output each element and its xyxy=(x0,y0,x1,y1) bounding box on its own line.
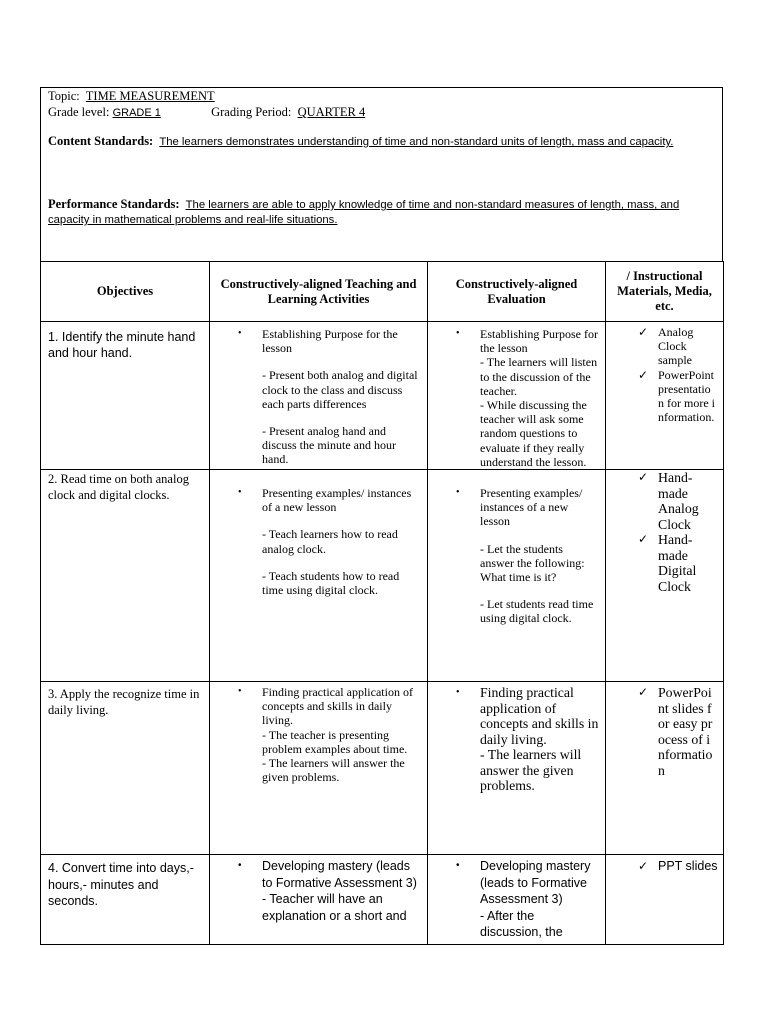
materials-cell xyxy=(606,470,724,682)
bullet-icon: • xyxy=(456,860,460,872)
materials-cell xyxy=(606,855,724,945)
header-evaluation: Constructively-aligned Evaluation xyxy=(428,262,606,322)
objective-cell: 2. Read time on both analog clock and digital clocks. xyxy=(41,470,210,682)
activity-line: - Teach students how to read time using digital clock. xyxy=(262,568,400,598)
performance-standards-text: The learners are able to apply knowledge of time and non-standard measures of length, mass, and capacity in mathematical problems and real-life situations. xyxy=(48,199,680,226)
lesson-plan-page xyxy=(40,87,723,945)
bullet-icon: • xyxy=(238,487,242,499)
grade-line xyxy=(48,105,365,121)
period-label: Grading Period: xyxy=(211,105,292,119)
bullet-icon: • xyxy=(238,860,242,872)
material-item: ✓ PowerPoint slides for easy process of information xyxy=(638,685,713,778)
topic-value: TIME MEASUREMENT xyxy=(85,89,215,103)
bullet-icon: • xyxy=(238,686,242,698)
evaluation-line: - While discussing the teacher will ask some random questions to evaluate if they really understand the lesson. xyxy=(480,398,587,469)
period-value: QUARTER 4 xyxy=(297,105,366,119)
check-icon: ✓ xyxy=(638,367,649,382)
evaluation-line: - After the discussion, the xyxy=(480,908,563,940)
activity-bullet-text: Presenting examples/ instances of a new lesson xyxy=(262,486,412,515)
lesson-header xyxy=(40,87,723,262)
evaluation-line: - Let the students answer the following: What time is it? xyxy=(480,541,585,585)
evaluation-line: - Let students read time using digital clock. xyxy=(480,597,594,626)
table-row xyxy=(41,322,724,470)
evaluation-cell xyxy=(428,470,606,682)
material-item: ✓ Hand-made Digital Clock xyxy=(638,532,697,594)
material-item: ✓ Analog Clock sample xyxy=(638,325,694,368)
objective-cell: 1. Identify the minute hand and hour hand. xyxy=(41,322,210,470)
topic-line xyxy=(48,89,215,104)
activity-cell xyxy=(210,470,428,682)
activity-cell xyxy=(210,322,428,470)
objectives-table xyxy=(40,261,724,945)
activity-line: - Present analog hand and discuss the minute and hour hand. xyxy=(262,424,396,467)
activity-line: - Teacher will have an explanation or a short and xyxy=(262,892,407,923)
bullet-icon: • xyxy=(238,328,242,339)
content-standards-text: The learners demonstrates understanding of time and non-standard units of length, mass and capacity. xyxy=(159,136,674,148)
objective-cell: 3. Apply the recognize time in daily living. xyxy=(41,682,210,855)
activity-bullet-text: Finding practical application of concepts and skills in daily living. xyxy=(262,685,413,728)
content-standards xyxy=(48,134,692,150)
check-icon: ✓ xyxy=(638,685,649,700)
activity-line: - Teach learners how to read analog clock. xyxy=(262,527,398,556)
performance-standards xyxy=(48,197,692,228)
materials-cell xyxy=(606,682,724,855)
activity-line: - The learners will answer the given problems. xyxy=(262,756,405,785)
bullet-icon: • xyxy=(456,687,460,699)
check-icon: ✓ xyxy=(638,532,649,547)
evaluation-bullet-text: Presenting examples/ instances of a new lesson xyxy=(480,486,583,529)
activity-line: - Present both analog and digital clock to the class and discuss each parts differences xyxy=(262,368,418,411)
topic-label: Topic: xyxy=(48,89,80,103)
table-row xyxy=(41,682,724,855)
evaluation-cell xyxy=(428,322,606,470)
activity-line: - The teacher is presenting problem examples about time. xyxy=(262,727,408,756)
activity-cell xyxy=(210,682,428,855)
header-objectives: Objectives xyxy=(41,262,210,322)
grade-value: GRADE 1 xyxy=(112,107,161,119)
check-icon: ✓ xyxy=(638,325,649,339)
activity-cell xyxy=(210,855,428,945)
table-header-row xyxy=(41,262,724,322)
material-item: ✓ Hand-made Analog Clock xyxy=(638,470,699,532)
header-activities: Constructively-aligned Teaching and Learning Activities xyxy=(210,262,428,322)
activity-bullet-text: Establishing Purpose for the lesson xyxy=(262,327,398,356)
evaluation-cell xyxy=(428,855,606,945)
activity-bullet-text: Developing mastery (leads to Formative Assessment 3) xyxy=(262,859,417,890)
header-materials: / Instructional Materials, Media, etc. xyxy=(606,262,724,322)
bullet-icon: • xyxy=(456,328,460,339)
performance-standards-label: Performance Standards: xyxy=(48,197,180,211)
materials-cell xyxy=(606,322,724,470)
table-row xyxy=(41,470,724,682)
material-item: ✓ PPT slides xyxy=(638,859,718,874)
check-icon: ✓ xyxy=(638,859,649,874)
grade-label: Grade level: xyxy=(48,105,110,119)
evaluation-bullet-text: Establishing Purpose for the lesson xyxy=(480,327,598,356)
table-row xyxy=(41,855,724,945)
check-icon: ✓ xyxy=(638,470,649,485)
evaluation-bullet-text: Finding practical application of concepts and skills in daily living. xyxy=(480,685,599,747)
evaluation-line: - The learners will answer the given problems. xyxy=(480,747,582,794)
content-standards-label: Content Standards: xyxy=(48,134,154,148)
evaluation-bullet-text: Developing mastery (leads to Formative Assessment 3) xyxy=(480,859,591,907)
bullet-icon: • xyxy=(456,487,460,499)
objective-cell: 4. Convert time into days,- hours,- minutes and seconds. xyxy=(41,855,210,945)
evaluation-line: - The learners will listen to the discussion of the teacher. xyxy=(480,355,598,398)
evaluation-cell xyxy=(428,682,606,855)
material-item: ✓ PowerPoint presentation for more information. xyxy=(638,367,715,425)
